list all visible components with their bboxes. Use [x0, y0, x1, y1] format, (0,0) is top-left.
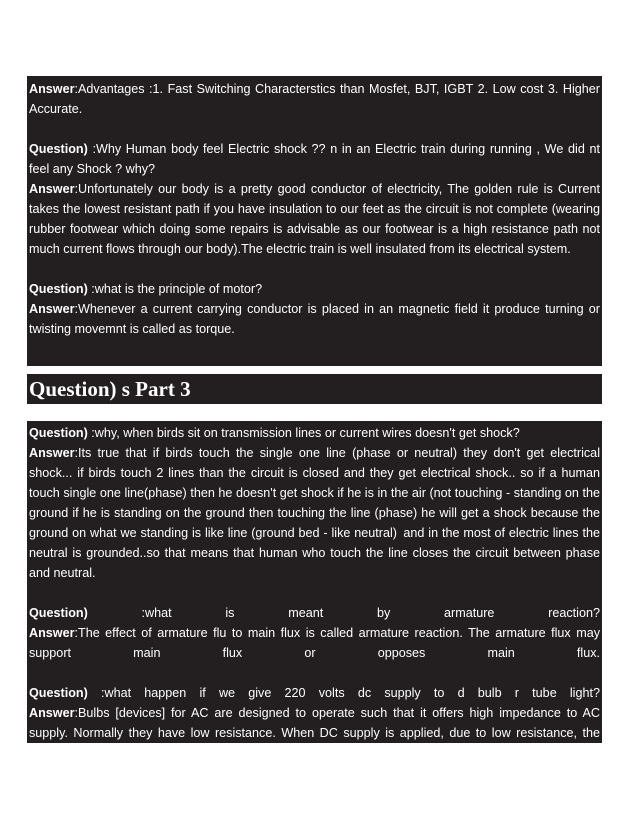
question-text: :what is the principle of motor? [87, 282, 263, 296]
answer-text: :The effect of armature flu to main flux is called armature reaction. The armature flux may support main flux or opposes main flux. [29, 626, 600, 660]
section-heading: Question) s Part 3 [27, 374, 602, 404]
qa-item [29, 279, 600, 339]
answer-label: Answer [29, 82, 75, 96]
qa-item [29, 79, 600, 119]
answer-text: :Bulbs [devices] for AC are designed to operate such that it offers high impedance to AC supply. Normally they have low resistance. When DC supply is applied, due to low resistance, the current through lamp would be so high that it may damage the bulb element. [29, 706, 600, 760]
answer-label: Answer [29, 626, 75, 640]
question-text: :what is meant by armature reaction? [87, 606, 600, 620]
qa-item [29, 683, 600, 763]
question-text: :why, when birds sit on transmission lines or current wires doesn't get shock? [87, 426, 520, 440]
answer-text: :Whenever a current carrying conductor is placed in an magnetic field it produce turning or twisting movemnt is called as torque. [29, 302, 600, 336]
qa-block-top [27, 76, 602, 366]
qa-item [29, 139, 600, 259]
qa-item [29, 603, 600, 663]
question-label: Question) [29, 142, 88, 156]
question-label: Question) [29, 686, 88, 700]
answer-label: Answer [29, 182, 75, 196]
qa-item [29, 423, 600, 583]
question-label: Question) [29, 282, 88, 296]
answer-text: :Advantages :1. Fast Switching Characterstics than Mosfet, BJT, IGBT 2. Low cost 3. Higher Accurate. [29, 82, 600, 116]
question-label: Question) [29, 426, 88, 440]
qa-block-part-3 [27, 421, 602, 760]
answer-label: Answer [29, 446, 75, 460]
question-label: Question) [29, 606, 88, 620]
answer-label: Answer [29, 706, 75, 720]
question-text: :Why Human body feel Electric shock ?? n in an Electric train during running , We did nt feel any Shock ? why? [29, 142, 600, 176]
answer-label: Answer [29, 302, 75, 316]
answer-text: :Unfortunately our body is a pretty good conductor of electricity, The golden rule is Current takes the lowest resistant path if you have insulation to our feet as the circuit is not complete (wearing rubber footwear which doing some repairs is advisable as our footwear is a high resistance path not much current flows through our body).The electric train is well insulated from its electrical system. [29, 182, 600, 256]
question-text: :what happen if we give 220 volts dc supply to d bulb r tube light? [87, 686, 600, 700]
answer-text: :Its true that if birds touch the single one line (phase or neutral) they don't get electrical shock... if birds touch 2 lines than the circuit is closed and they get electrical shock.. so if a human touch single one line(phase) then he doesn't get shock if he is in the air (not touching - standing on the ground if he is standing on the ground then touching the line (phase) he will get a shock because the ground on what we standing is like line (ground bed - like neutral) and in the most of electric lines the neutral is grounded..so that means that human who touch the line closes the circuit between phase and neutral. [29, 446, 600, 580]
